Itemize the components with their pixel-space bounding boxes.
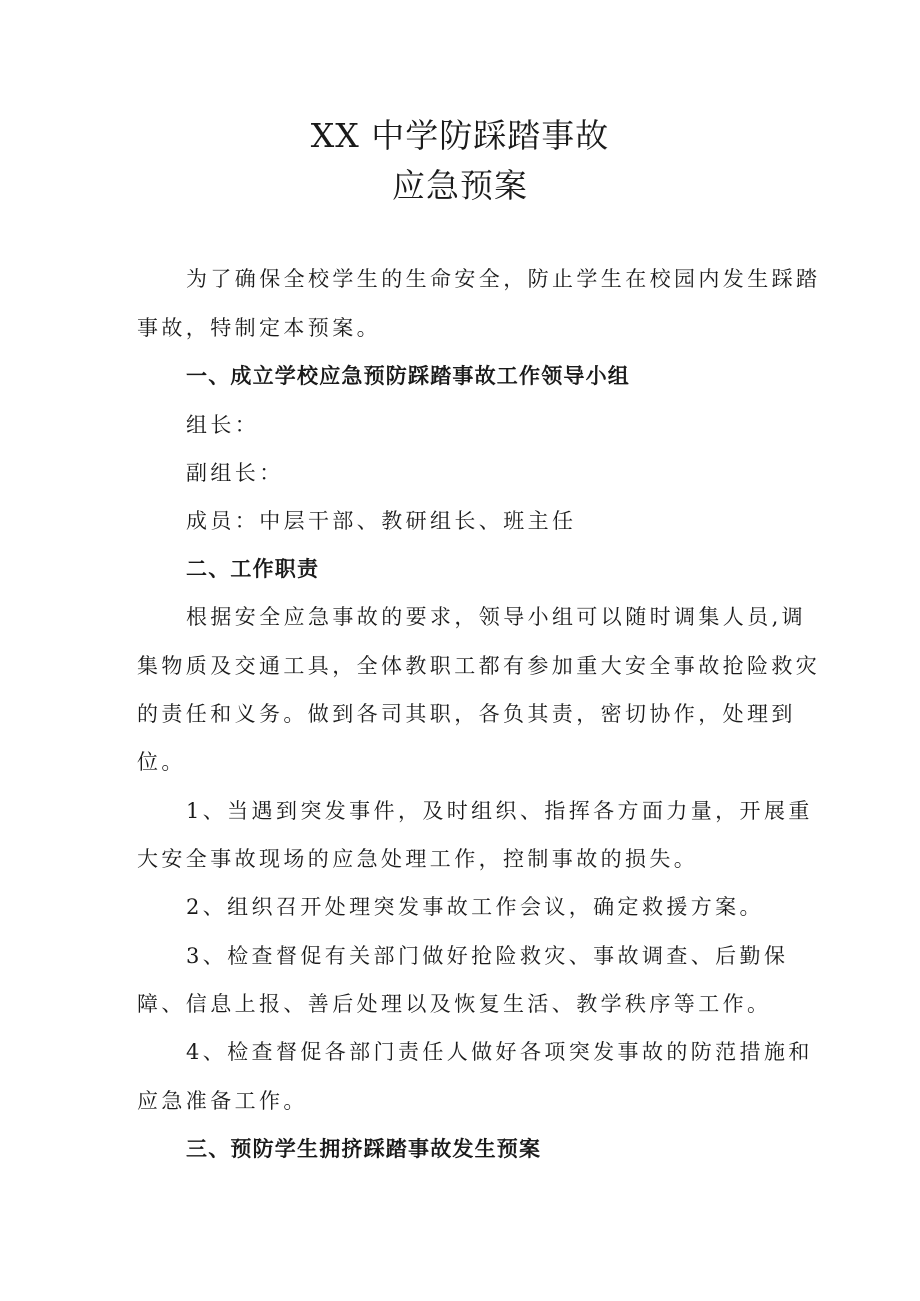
- duty-item-3-line-1: 3、检查督促有关部门做好抢险救灾、事故调查、后勤保: [186, 944, 789, 968]
- document-title-line-1: XX 中学防踩踏事故: [310, 116, 610, 155]
- duty-item-4-line-1: 4、检查督促各部门责任人做好各项突发事故的防范措施和: [186, 1040, 813, 1064]
- duty-item-2: 2、组织召开处理突发事故工作会议，确定救援方案。: [186, 895, 764, 919]
- members-line: 成员：中层干部、教研组长、班主任: [186, 509, 577, 533]
- intro-paragraph-line-2: 事故，特制定本预案。: [137, 316, 381, 340]
- duty-item-1-line-1: 1、当遇到突发事件，及时组织、指挥各方面力量，开展重: [186, 799, 813, 823]
- duty-item-4-line-2: 应急准备工作。: [137, 1089, 308, 1113]
- leader-line: 组长：: [186, 413, 260, 437]
- intro-paragraph-line-1: 为了确保全校学生的生命安全，防止学生在校园内发生踩踏: [186, 267, 821, 291]
- deputy-leader-line: 副组长：: [186, 461, 284, 485]
- duties-paragraph-line-1: 根据安全应急事故的要求，领导小组可以随时调集人员,调: [186, 605, 807, 629]
- section-heading-3: 三、预防学生拥挤踩踏事故发生预案: [186, 1137, 542, 1161]
- document-title-line-2: 应急预案: [392, 166, 528, 205]
- duties-paragraph-line-4: 位。: [137, 750, 186, 774]
- section-heading-2: 二、工作职责: [186, 557, 320, 581]
- duties-paragraph-line-3: 的责任和义务。做到各司其职，各负其责，密切协作，处理到: [137, 702, 796, 726]
- duty-item-1-line-2: 大安全事故现场的应急处理工作，控制事故的损失。: [137, 847, 699, 871]
- duties-paragraph-line-2: 集物质及交通工具，全体教职工都有参加重大安全事故抢险救灾: [137, 654, 821, 678]
- duty-item-3-line-2: 障、信息上报、善后处理以及恢复生活、教学秩序等工作。: [137, 992, 772, 1016]
- section-heading-1: 一、成立学校应急预防踩踏事故工作领导小组: [186, 364, 630, 388]
